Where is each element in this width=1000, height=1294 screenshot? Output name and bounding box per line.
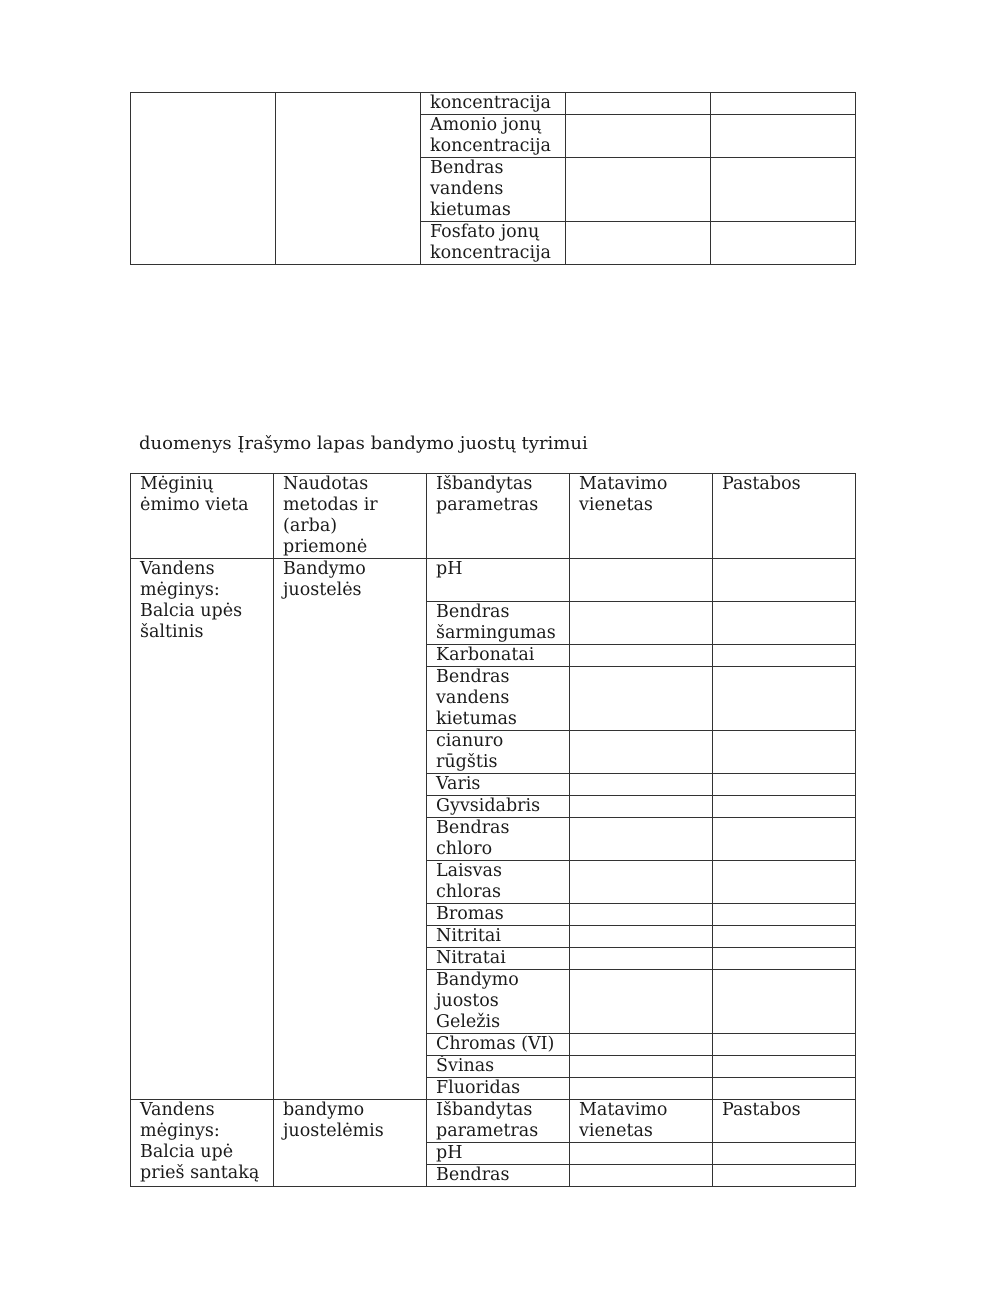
site-cell: Vandens mėginys: Balcia upės šaltinis (131, 559, 274, 1100)
unit-cell (570, 1078, 713, 1100)
site-cell-empty (131, 93, 276, 265)
notes-cell (713, 1034, 856, 1056)
table-row (131, 1100, 856, 1143)
param-cell: Bendras (427, 1165, 570, 1187)
method-cell: Bandymo juostelės (274, 559, 427, 1100)
header-param: Išbandytas parametras (427, 474, 570, 559)
unit-cell (570, 602, 713, 645)
notes-cell: Pastabos (713, 1100, 856, 1143)
param-cell: Išbandytas parametras (427, 1100, 570, 1143)
method-cell: bandymo juostelėmis (274, 1100, 427, 1187)
unit-cell (566, 222, 711, 265)
notes-cell (713, 970, 856, 1034)
unit-cell (570, 1165, 713, 1187)
param-cell: pH (427, 1143, 570, 1165)
header-notes: Pastabos (713, 474, 856, 559)
param-cell: koncentracija (421, 93, 566, 115)
param-cell: Chromas (VI) (427, 1034, 570, 1056)
unit-cell (566, 115, 711, 158)
param-cell: Gyvsidabris (427, 796, 570, 818)
unit-cell (570, 970, 713, 1034)
header-method: Naudotas metodas ir (arba) priemonė (274, 474, 427, 559)
unit-cell (570, 948, 713, 970)
notes-cell (713, 948, 856, 970)
table-row (131, 559, 856, 602)
unit-cell (570, 559, 713, 602)
param-cell: Bendras vandens kietumas (421, 158, 566, 222)
param-cell: Švinas (427, 1056, 570, 1078)
unit-cell (570, 774, 713, 796)
unit-cell (566, 93, 711, 115)
method-cell-empty (276, 93, 421, 265)
param-cell: Amonio jonų koncentracija (421, 115, 566, 158)
unit-cell (570, 861, 713, 904)
notes-cell (713, 904, 856, 926)
notes-cell (713, 731, 856, 774)
unit-cell (570, 731, 713, 774)
unit-cell (570, 645, 713, 667)
param-cell: Nitritai (427, 926, 570, 948)
header-site: Mėginių ėmimo vieta (131, 474, 274, 559)
unit-cell (570, 904, 713, 926)
notes-cell (713, 1165, 856, 1187)
param-cell: pH (427, 559, 570, 602)
top-table (130, 92, 856, 265)
notes-cell (713, 774, 856, 796)
notes-cell (713, 645, 856, 667)
notes-cell (713, 818, 856, 861)
notes-cell (711, 93, 856, 115)
unit-cell (570, 818, 713, 861)
notes-cell (711, 115, 856, 158)
param-cell: Karbonatai (427, 645, 570, 667)
param-cell: Bandymo juostos Geležis (427, 970, 570, 1034)
notes-cell (711, 158, 856, 222)
notes-cell (713, 926, 856, 948)
unit-cell (570, 667, 713, 731)
notes-cell (713, 796, 856, 818)
unit-cell (566, 158, 711, 222)
param-cell: Bromas (427, 904, 570, 926)
main-table (130, 473, 856, 1187)
unit-cell: Matavimo vienetas (570, 1100, 713, 1143)
header-row (131, 474, 856, 559)
notes-cell (713, 861, 856, 904)
notes-cell (713, 559, 856, 602)
unit-cell (570, 1034, 713, 1056)
param-cell: Fosfato jonų koncentracija (421, 222, 566, 265)
param-cell: Bendras šarmingumas (427, 602, 570, 645)
notes-cell (713, 667, 856, 731)
site-cell: Vandens mėginys: Balcia upė prieš santaką (131, 1100, 274, 1187)
param-cell: Bendras vandens kietumas (427, 667, 570, 731)
table-caption: duomenys Įrašymo lapas bandymo juostų tyrimui (139, 433, 588, 454)
notes-cell (713, 602, 856, 645)
notes-cell (713, 1078, 856, 1100)
param-cell: Laisvas chloras (427, 861, 570, 904)
unit-cell (570, 926, 713, 948)
param-cell: cianuro rūgštis (427, 731, 570, 774)
notes-cell (713, 1143, 856, 1165)
param-cell: Varis (427, 774, 570, 796)
param-cell: Fluoridas (427, 1078, 570, 1100)
header-unit: Matavimo vienetas (570, 474, 713, 559)
notes-cell (711, 222, 856, 265)
param-cell: Nitratai (427, 948, 570, 970)
unit-cell (570, 1143, 713, 1165)
unit-cell (570, 1056, 713, 1078)
notes-cell (713, 1056, 856, 1078)
param-cell: Bendras chloro (427, 818, 570, 861)
unit-cell (570, 796, 713, 818)
